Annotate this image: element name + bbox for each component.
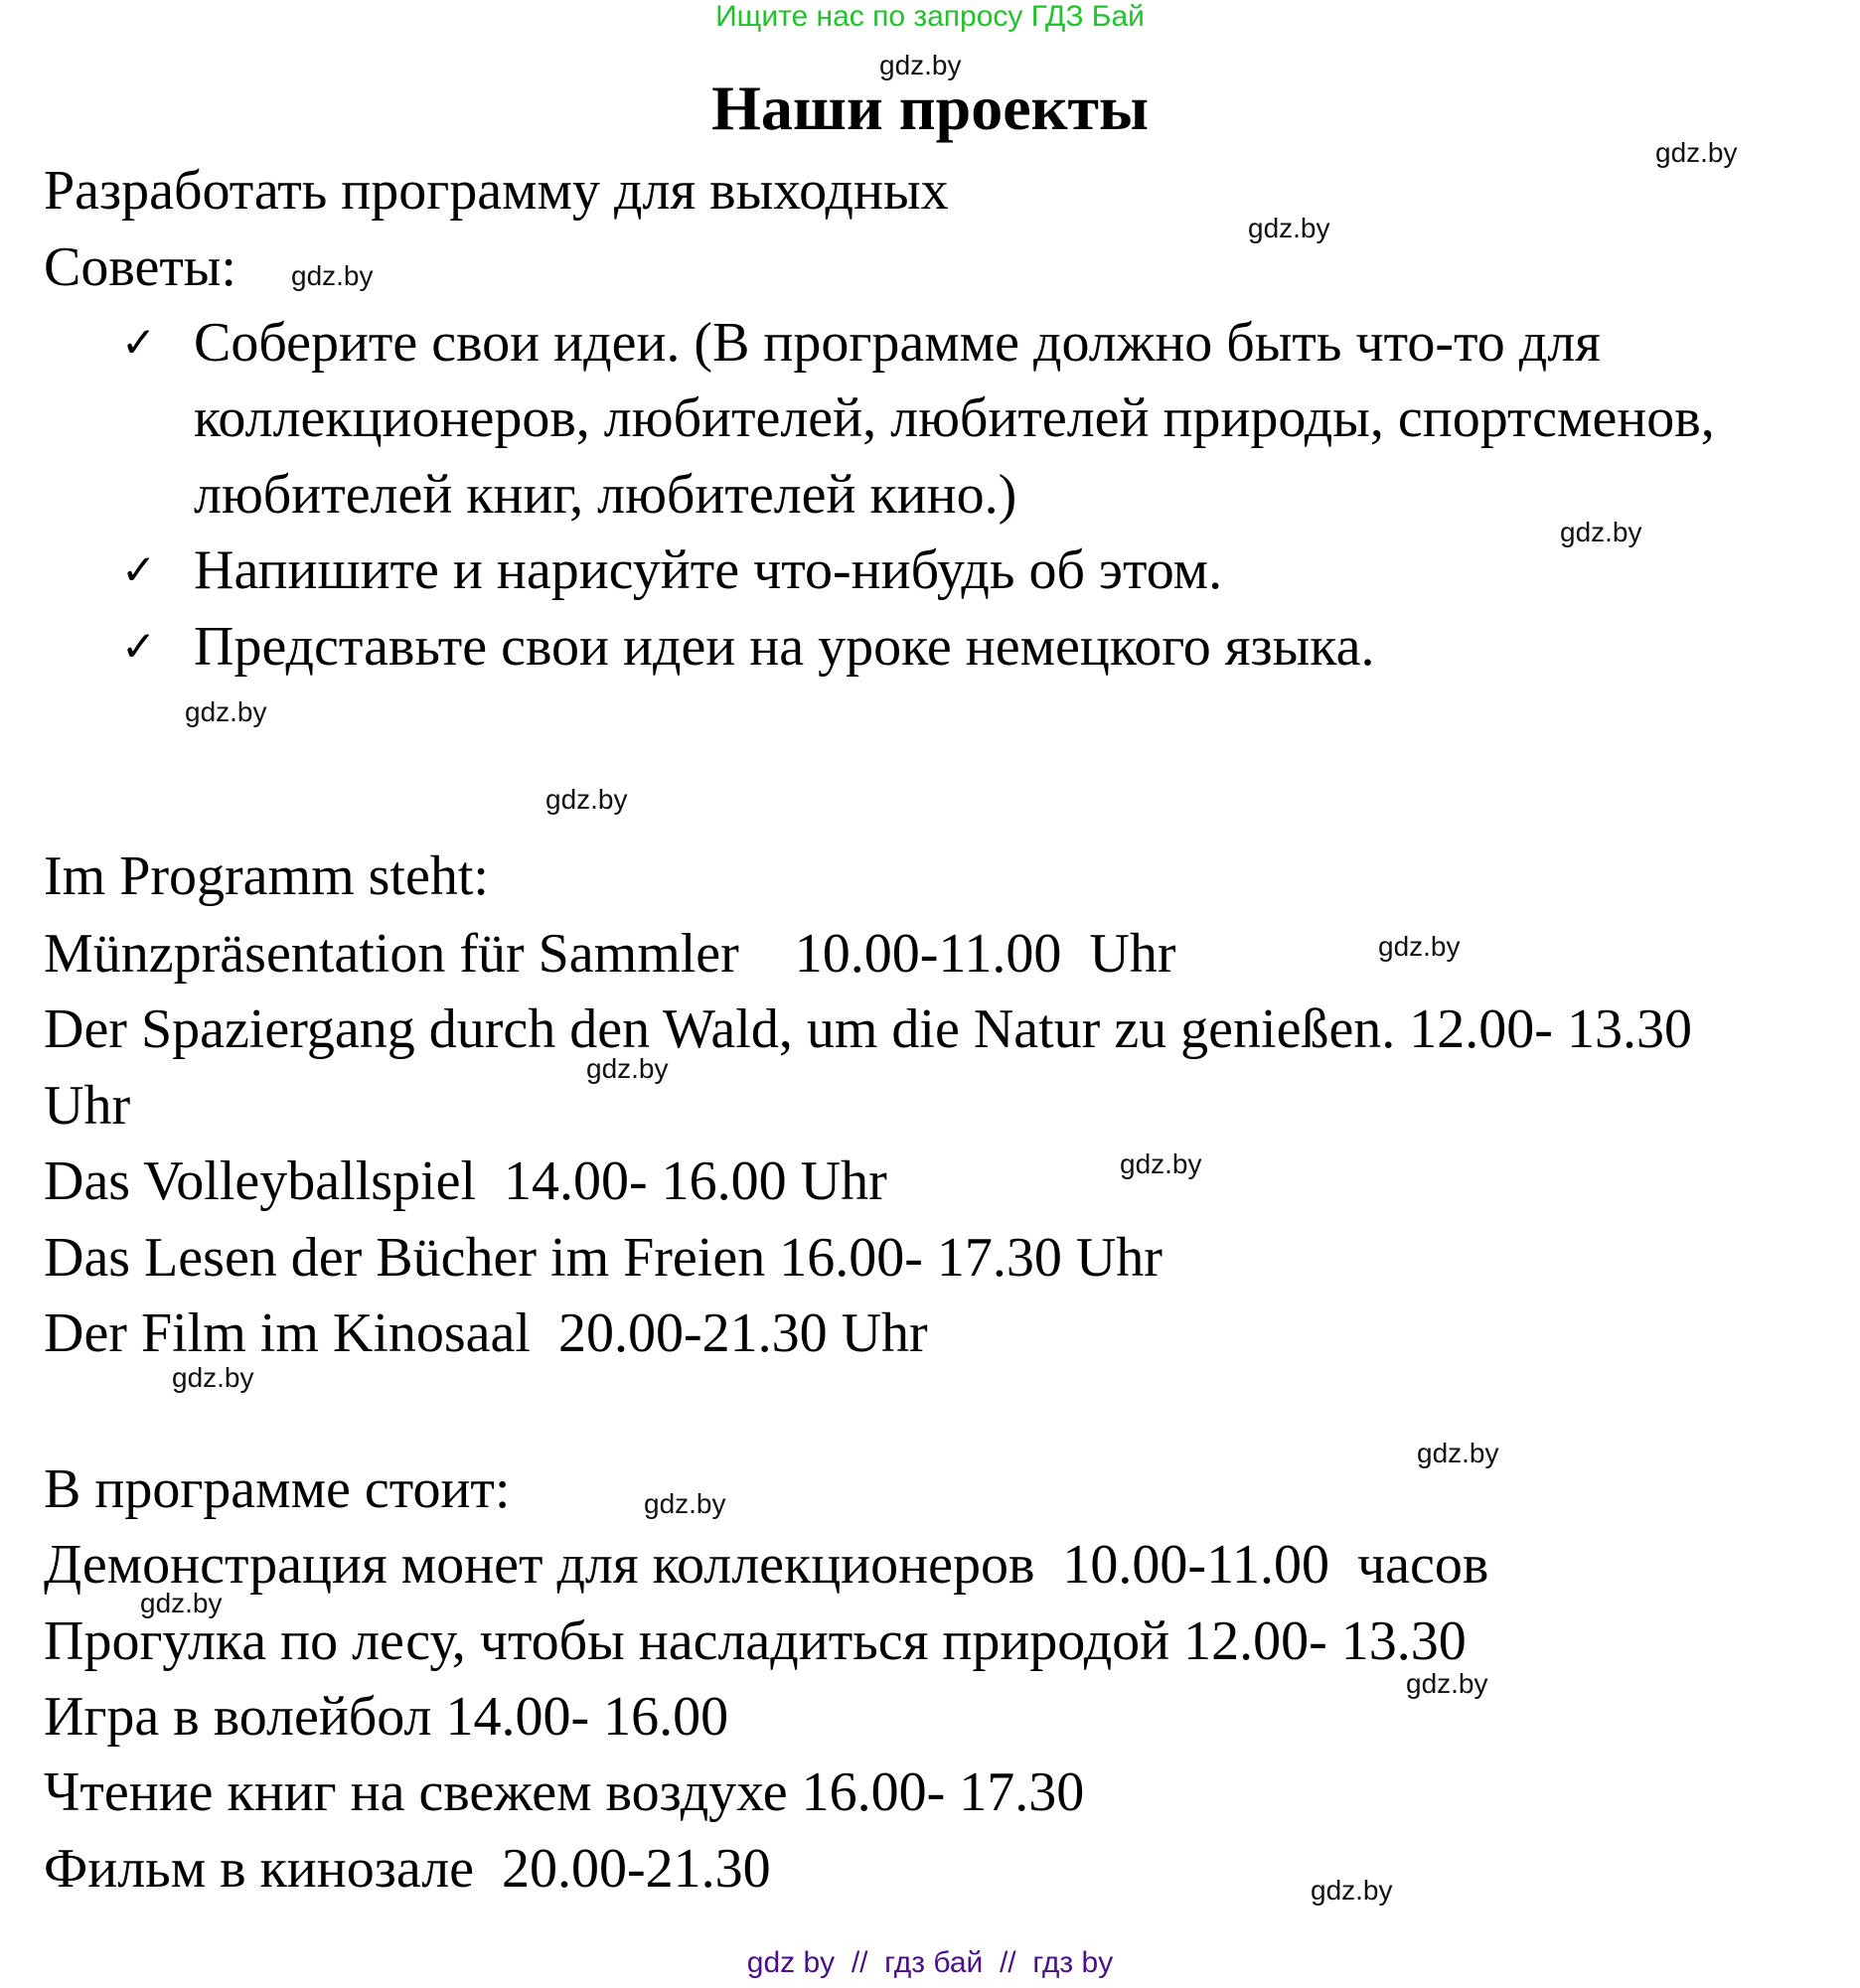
page-title: Наши проекты (711, 73, 1149, 143)
tip-1-line-3: любителей книг, любителей кино.) (194, 464, 1017, 526)
russian-line-1: Демонстрация монет для коллекционеров 10.00-11.00 часов (44, 1534, 1489, 1596)
check-icon: ✓ (121, 622, 157, 671)
german-line-3: Uhr (44, 1075, 131, 1137)
check-icon: ✓ (121, 545, 157, 594)
russian-line-5: Фильм в кинозале 20.00-21.30 (44, 1838, 771, 1900)
watermark: gdz.by (879, 50, 962, 80)
watermark: gdz.by (172, 1362, 254, 1393)
german-heading: Im Programm steht: (44, 845, 489, 907)
russian-line-3: Игра в волейбол 14.00- 16.00 (44, 1686, 729, 1748)
watermark: gdz.by (545, 784, 628, 815)
watermark: gdz.by (291, 260, 374, 291)
tip-1-line-1: Соберите свои идеи. (В программе должно быть что-то для (194, 312, 1601, 374)
watermark: gdz.by (1560, 517, 1642, 547)
watermark: gdz.by (1406, 1668, 1488, 1699)
top-banner: Ищите нас по запросу ГДЗ Бай (715, 0, 1145, 33)
tip-3-line-1: Представьте свои идеи на уроке немецкого языка. (194, 616, 1375, 678)
watermark: gdz.by (1417, 1438, 1499, 1468)
russian-heading: В программе стоит: (44, 1458, 511, 1520)
watermark: gdz.by (1120, 1148, 1202, 1179)
german-line-5: Das Lesen der Bücher im Freien 16.00- 17.30 Uhr (44, 1227, 1162, 1289)
watermark: gdz.by (644, 1488, 726, 1519)
watermark: gdz.by (1378, 931, 1461, 962)
russian-line-2: Прогулка по лесу, чтобы насладиться природой 12.00- 13.30 (44, 1610, 1467, 1672)
german-line-2: Der Spaziergang durch den Wald, um die Natur zu genießen. 12.00- 13.30 (44, 998, 1692, 1060)
tips-label: Советы: (44, 236, 236, 298)
german-line-6: Der Film im Kinosaal 20.00-21.30 Uhr (44, 1302, 928, 1364)
tip-1-line-2: коллекционеров, любителей, любителей природы, спортсменов, (194, 387, 1715, 449)
watermark: gdz.by (1655, 137, 1738, 168)
watermark: gdz.by (185, 696, 267, 727)
german-line-4: Das Volleyballspiel 14.00- 16.00 Uhr (44, 1150, 887, 1212)
check-icon: ✓ (121, 318, 157, 367)
watermark: gdz.by (586, 1053, 669, 1084)
russian-line-4: Чтение книг на свежем воздухе 16.00- 17.30 (44, 1761, 1085, 1823)
watermark: gdz.by (1248, 213, 1330, 243)
german-line-1: Münzpräsentation für Sammler 10.00-11.00 Uhr (44, 923, 1176, 985)
watermark: gdz.by (140, 1588, 223, 1618)
watermark: gdz.by (1311, 1875, 1393, 1906)
tip-2-line-1: Напишите и нарисуйте что-нибудь об этом. (194, 539, 1223, 601)
footer-links: gdz by // гдз бай // гдз by (746, 1946, 1114, 1979)
task-heading: Разработать программу для выходных (44, 160, 949, 222)
